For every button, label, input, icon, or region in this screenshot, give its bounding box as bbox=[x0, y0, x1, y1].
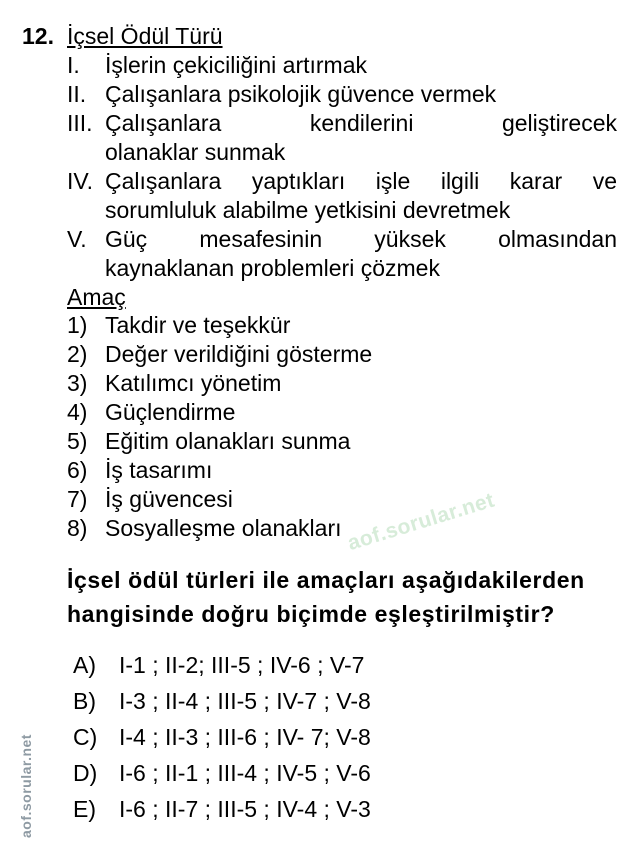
reward-type-text: Çalışanlara yaptıkları işle ilgili karar ve bbox=[105, 168, 617, 194]
reward-type-text: İşlerin çekiciliğini artırmak bbox=[105, 52, 368, 78]
number-marker: 4) bbox=[67, 399, 88, 425]
reward-type-text: Çalışanlara psikolojik güvence vermek bbox=[105, 81, 497, 107]
option-text: I-1 ; II-2; III-5 ; IV-6 ; V-7 bbox=[119, 652, 365, 678]
reward-type-continuation bbox=[0, 254, 640, 283]
purpose-text: Değer verildiğini gösterme bbox=[105, 341, 373, 367]
roman-marker: III. bbox=[67, 110, 93, 136]
purpose-item bbox=[0, 485, 640, 514]
purpose-text: İş güvencesi bbox=[105, 486, 233, 512]
option-label: B) bbox=[73, 688, 96, 714]
reward-type-item bbox=[0, 51, 640, 80]
option-text: I-4 ; II-3 ; III-6 ; IV- 7; V-8 bbox=[119, 724, 371, 750]
option-label: D) bbox=[73, 760, 98, 786]
reward-type-item bbox=[0, 109, 640, 138]
purpose-text: İş tasarımı bbox=[105, 457, 213, 483]
reward-type-text: kaynaklanan problemleri çözmek bbox=[105, 255, 440, 281]
purpose-text: Takdir ve teşekkür bbox=[105, 312, 291, 338]
number-marker: 7) bbox=[67, 486, 88, 512]
roman-marker: II. bbox=[67, 81, 87, 107]
number-marker: 3) bbox=[67, 370, 88, 396]
reward-type-text: olanaklar sunmak bbox=[105, 139, 286, 165]
purpose-item bbox=[0, 514, 640, 543]
purpose-text: Güçlendirme bbox=[105, 399, 236, 425]
purpose-item bbox=[0, 398, 640, 427]
answer-option-a[interactable] bbox=[0, 650, 640, 680]
number-marker: 1) bbox=[67, 312, 88, 338]
number-marker: 2) bbox=[67, 341, 88, 367]
option-text: I-6 ; II-1 ; III-4 ; IV-5 ; V-6 bbox=[119, 760, 371, 786]
answer-option-c[interactable] bbox=[0, 722, 640, 752]
roman-marker: IV. bbox=[67, 168, 94, 194]
reward-type-continuation bbox=[0, 138, 640, 167]
option-label: C) bbox=[73, 724, 98, 750]
answer-option-d[interactable] bbox=[0, 758, 640, 788]
option-label: E) bbox=[73, 796, 96, 822]
purpose-item bbox=[0, 369, 640, 398]
reward-type-item bbox=[0, 167, 640, 196]
question-prompt-line: hangisinde doğru biçimde eşleştirilmiştir? bbox=[67, 601, 555, 627]
purpose-text: Katılımcı yönetim bbox=[105, 370, 282, 396]
purpose-text: Eğitim olanakları sunma bbox=[105, 428, 351, 454]
section-title-purpose: Amaç bbox=[67, 284, 126, 310]
reward-type-continuation bbox=[0, 196, 640, 225]
question-number: 12. bbox=[22, 23, 54, 49]
watermark-side: aof.sorular.net bbox=[18, 734, 34, 838]
answer-option-e[interactable] bbox=[0, 794, 640, 824]
reward-type-item bbox=[0, 225, 640, 254]
purpose-text: Sosyalleşme olanakları bbox=[105, 515, 342, 541]
reward-type-text: Çalışanlara kendilerini geliştirecek bbox=[105, 110, 617, 136]
option-text: I-3 ; II-4 ; III-5 ; IV-7 ; V-8 bbox=[119, 688, 371, 714]
option-text: I-6 ; II-7 ; III-5 ; IV-4 ; V-3 bbox=[119, 796, 371, 822]
purpose-item bbox=[0, 456, 640, 485]
section-title-reward-type: İçsel Ödül Türü bbox=[67, 23, 223, 49]
watermark-diagonal: aof.sorular.net bbox=[344, 488, 498, 556]
number-marker: 5) bbox=[67, 428, 88, 454]
reward-type-item bbox=[0, 80, 640, 109]
number-marker: 8) bbox=[67, 515, 88, 541]
roman-marker: I. bbox=[67, 52, 80, 78]
purpose-item bbox=[0, 427, 640, 456]
question-prompt bbox=[67, 563, 623, 631]
reward-type-text: sorumluluk alabilme yetkisini devretmek bbox=[105, 197, 511, 223]
answer-option-b[interactable] bbox=[0, 686, 640, 716]
question-prompt-line: İçsel ödül türleri ile amaçları aşağıdakilerden bbox=[67, 567, 585, 593]
number-marker: 6) bbox=[67, 457, 88, 483]
purpose-item bbox=[0, 311, 640, 340]
purpose-item bbox=[0, 340, 640, 369]
roman-marker: V. bbox=[67, 226, 87, 252]
option-label: A) bbox=[73, 652, 96, 678]
reward-type-text: Güç mesafesinin yüksek olmasından bbox=[105, 226, 617, 252]
